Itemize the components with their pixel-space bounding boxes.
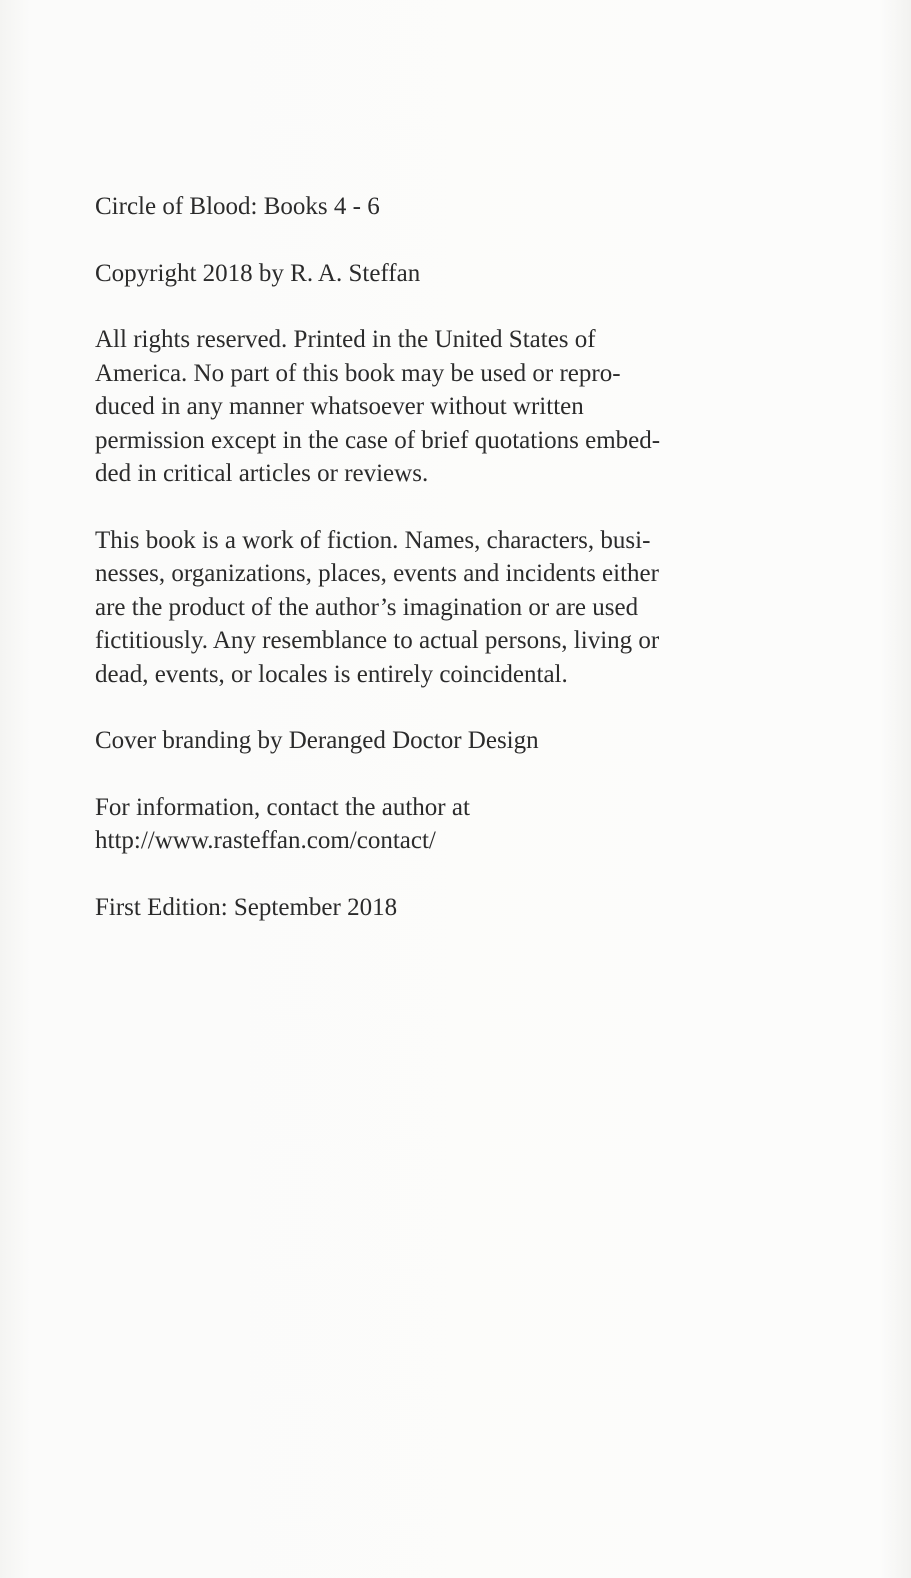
fiction-disclaimer-paragraph: [95, 524, 815, 692]
text-line: duced in any manner whatsoever without written: [95, 393, 584, 420]
text-line: This book is a work of fiction. Names, characters, busi-: [95, 526, 651, 554]
text-line: All rights reserved. Printed in the United States of: [95, 326, 596, 353]
text-line: Cover branding by Deranged Doctor Design: [95, 727, 539, 754]
book-title-line: [95, 190, 815, 224]
text-line: America. No part of this book may be used or repro-: [95, 359, 621, 387]
text-line: Circle of Blood: Books 4 - 6: [95, 193, 380, 220]
contact-paragraph: [95, 791, 815, 858]
text-line: are the product of the author’s imagination or are used: [95, 593, 639, 621]
cover-credit: [95, 724, 815, 758]
copyright-text-block: [95, 190, 815, 957]
text-line: fictitiously. Any resemblance to actual persons, living or: [95, 627, 660, 654]
text-line: permission except in the case of brief quotations embed-: [95, 426, 661, 454]
text-line: dead, events, or locales is entirely coincidental.: [95, 660, 568, 688]
text-line: ded in critical articles or reviews.: [95, 460, 429, 487]
contact-url: http://www.rasteffan.com/contact/: [95, 827, 436, 854]
text-line: For information, contact the author at: [95, 793, 470, 821]
rights-reserved-paragraph: [95, 323, 815, 491]
text-line: First Edition: September 2018: [95, 893, 398, 921]
text-line: Copyright 2018 by R. A. Steffan: [95, 259, 421, 287]
text-line: nesses, organizations, places, events and incidents either: [95, 560, 659, 587]
edition-line: [95, 891, 815, 925]
copyright-notice: [95, 257, 815, 291]
